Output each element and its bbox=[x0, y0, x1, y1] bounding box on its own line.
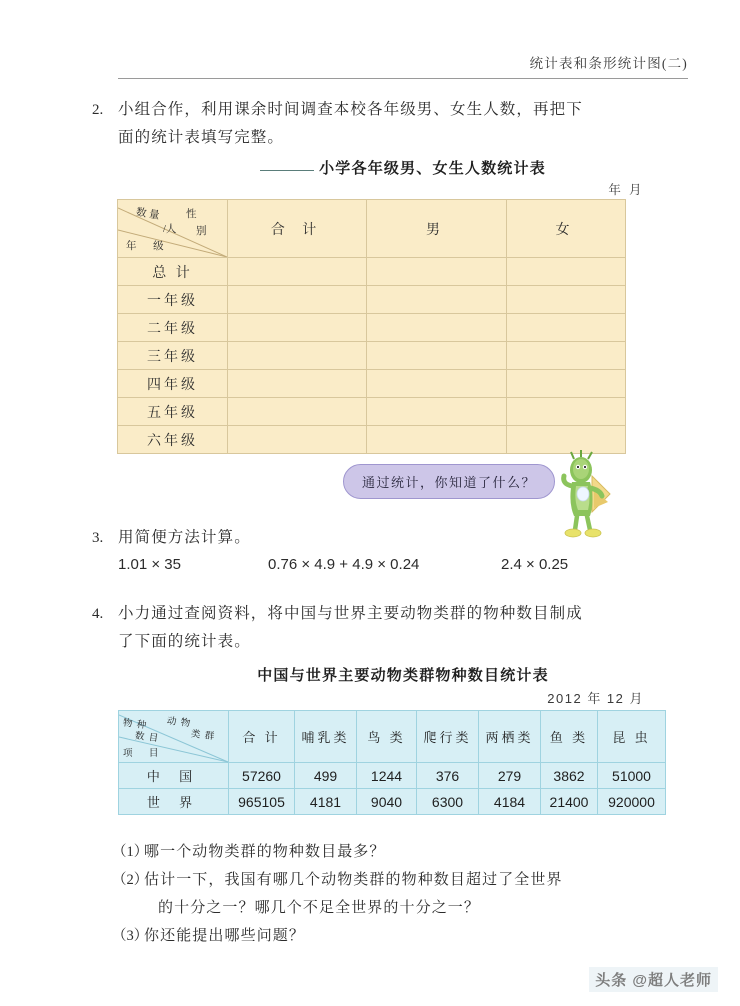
cell-grade2-total[interactable] bbox=[228, 314, 367, 342]
problem-4-questions bbox=[112, 838, 688, 950]
cell-world-total: 965105 bbox=[229, 789, 295, 815]
cell-china-amphibians: 279 bbox=[479, 763, 541, 789]
column-header-total-2: 合 计 bbox=[229, 711, 295, 763]
corner-label-species: 物 种 bbox=[122, 718, 148, 732]
row-label-grade-4: 四年级 bbox=[118, 370, 228, 398]
grade-gender-table bbox=[117, 199, 626, 454]
question-3-number: （3） bbox=[112, 928, 149, 944]
column-header-insects: 昆 虫 bbox=[598, 711, 666, 763]
table-row bbox=[119, 763, 666, 789]
running-head-text: 统计表和条形统计图(二) bbox=[529, 56, 688, 71]
problem-2-line-1: 小组合作，利用课余时间调查本校各年级男、女生人数，再把下 bbox=[118, 101, 583, 118]
school-name-blank[interactable] bbox=[260, 170, 314, 171]
table-row bbox=[118, 258, 626, 286]
question-2-text-line-1: 估计一下，我国有哪几个动物类群的物种数目超过了全世界 bbox=[144, 872, 563, 888]
corner-label-quantity: 数 量 bbox=[135, 207, 161, 222]
table-row bbox=[118, 342, 626, 370]
question-2-text-line-2: 的十分之一？哪几个不足全世界的十分之一？ bbox=[158, 900, 481, 916]
cell-china-reptiles: 376 bbox=[417, 763, 479, 789]
corner-label-animal: 动 物 bbox=[166, 716, 192, 730]
problem-4-line-1: 小力通过查阅资料，将中国与世界主要动物类群的物种数目制成 bbox=[118, 605, 583, 622]
column-header-female: 女 bbox=[507, 200, 626, 258]
corner-label-count: 数 目 bbox=[134, 731, 160, 745]
speech-bubble bbox=[343, 464, 555, 499]
problem-2 bbox=[92, 96, 688, 152]
cell-grade2-female[interactable] bbox=[507, 314, 626, 342]
row-label-grade-2: 二年级 bbox=[118, 314, 228, 342]
cell-grade4-female[interactable] bbox=[507, 370, 626, 398]
table-row bbox=[118, 314, 626, 342]
row-label-grade-6: 六年级 bbox=[118, 426, 228, 454]
cell-china-birds: 1244 bbox=[357, 763, 417, 789]
row-label-grade-5: 五年级 bbox=[118, 398, 228, 426]
cell-world-insects: 920000 bbox=[598, 789, 666, 815]
cell-world-birds: 9040 bbox=[357, 789, 417, 815]
table-row bbox=[119, 789, 666, 815]
cell-grade5-total[interactable] bbox=[228, 398, 367, 426]
corner-label-group: 类 群 bbox=[190, 729, 216, 743]
row-label-grade-3: 三年级 bbox=[118, 342, 228, 370]
cell-grade1-female[interactable] bbox=[507, 286, 626, 314]
row-label-china: 中 国 bbox=[119, 763, 229, 789]
cell-grade1-total[interactable] bbox=[228, 286, 367, 314]
cell-grade5-female[interactable] bbox=[507, 398, 626, 426]
question-3 bbox=[112, 922, 688, 950]
problem-3-expressions bbox=[118, 556, 688, 573]
table-row bbox=[118, 398, 626, 426]
question-1-number: （1） bbox=[112, 844, 149, 860]
page-header bbox=[118, 52, 688, 79]
question-1 bbox=[112, 838, 688, 866]
cell-grade3-total[interactable] bbox=[228, 342, 367, 370]
corner-label-unit: /人 bbox=[163, 224, 177, 235]
cell-total-male[interactable] bbox=[367, 258, 507, 286]
cell-grade4-total[interactable] bbox=[228, 370, 367, 398]
question-2 bbox=[112, 866, 688, 922]
problem-3-number: 3. bbox=[92, 530, 104, 546]
cell-grade3-female[interactable] bbox=[507, 342, 626, 370]
column-header-total: 合 计 bbox=[228, 200, 367, 258]
cell-world-mammals: 4181 bbox=[295, 789, 357, 815]
cell-china-total: 57260 bbox=[229, 763, 295, 789]
cell-china-insects: 51000 bbox=[598, 763, 666, 789]
column-header-birds: 鸟 类 bbox=[357, 711, 417, 763]
corner-label-grade: 年 级 bbox=[126, 241, 171, 252]
cell-total-total[interactable] bbox=[228, 258, 367, 286]
row-label-total: 总 计 bbox=[118, 258, 228, 286]
cell-grade6-total[interactable] bbox=[228, 426, 367, 454]
table-row bbox=[118, 370, 626, 398]
corner-header-cell-2 bbox=[119, 711, 229, 763]
question-3-text: 你还能提出哪些问题？ bbox=[144, 928, 306, 944]
watermark: 头条 @超人老师 bbox=[589, 967, 718, 992]
cell-grade6-male[interactable] bbox=[367, 426, 507, 454]
cell-grade3-male[interactable] bbox=[367, 342, 507, 370]
table-2-date-label: 2012 年 12 月 bbox=[547, 691, 644, 706]
cell-china-mammals: 499 bbox=[295, 763, 357, 789]
table-1-title-text: 小学各年级男、女生人数统计表 bbox=[319, 160, 546, 177]
table-1-date-label: 年 月 bbox=[608, 183, 644, 197]
speech-bubble-text: 通过统计，你知道了什么？ bbox=[362, 475, 537, 490]
question-2-number: （2） bbox=[112, 872, 149, 888]
problem-4-number: 4. bbox=[92, 606, 104, 622]
table-header-row bbox=[119, 711, 666, 763]
column-header-reptiles: 爬行类 bbox=[417, 711, 479, 763]
expression-2: 0.76 × 4.9 + 4.9 × 0.24 bbox=[268, 556, 420, 573]
problem-2-line-2: 面的统计表填写完整。 bbox=[118, 129, 285, 146]
problem-3 bbox=[92, 524, 688, 573]
question-1-text: 哪一个动物类群的物种数目最多？ bbox=[144, 844, 386, 860]
corner-label-gender-top: 性 bbox=[186, 209, 197, 220]
corner-label-item: 项 目 bbox=[123, 749, 166, 759]
cell-grade4-male[interactable] bbox=[367, 370, 507, 398]
corner-label-gender-bottom: 别 bbox=[196, 226, 207, 237]
row-label-world: 世 界 bbox=[119, 789, 229, 815]
cell-grade5-male[interactable] bbox=[367, 398, 507, 426]
table-2-title bbox=[118, 664, 688, 685]
cell-grade1-male[interactable] bbox=[367, 286, 507, 314]
table-1-title bbox=[118, 157, 688, 178]
expression-3: 2.4 × 0.25 bbox=[501, 556, 569, 573]
cell-world-fish: 21400 bbox=[541, 789, 598, 815]
expression-1: 1.01 × 35 bbox=[118, 556, 181, 573]
problem-4 bbox=[92, 600, 688, 656]
column-header-male: 男 bbox=[367, 200, 507, 258]
problem-3-prompt: 用简便方法计算。 bbox=[118, 529, 251, 546]
cell-china-fish: 3862 bbox=[541, 763, 598, 789]
problem-4-line-2: 了下面的统计表。 bbox=[118, 633, 251, 650]
corner-header-cell bbox=[118, 200, 228, 258]
column-header-fish: 鱼 类 bbox=[541, 711, 598, 763]
table-row bbox=[118, 286, 626, 314]
column-header-mammals: 哺乳类 bbox=[295, 711, 357, 763]
table-header-row bbox=[118, 200, 626, 258]
row-label-grade-1: 一年级 bbox=[118, 286, 228, 314]
cell-total-female[interactable] bbox=[507, 258, 626, 286]
column-header-amphibians: 两栖类 bbox=[479, 711, 541, 763]
table-2-title-text: 中国与世界主要动物类群物种数目统计表 bbox=[257, 667, 549, 684]
cell-world-amphibians: 4184 bbox=[479, 789, 541, 815]
species-count-table bbox=[118, 710, 666, 815]
problem-2-number: 2. bbox=[92, 102, 104, 118]
cell-grade2-male[interactable] bbox=[367, 314, 507, 342]
cell-world-reptiles: 6300 bbox=[417, 789, 479, 815]
